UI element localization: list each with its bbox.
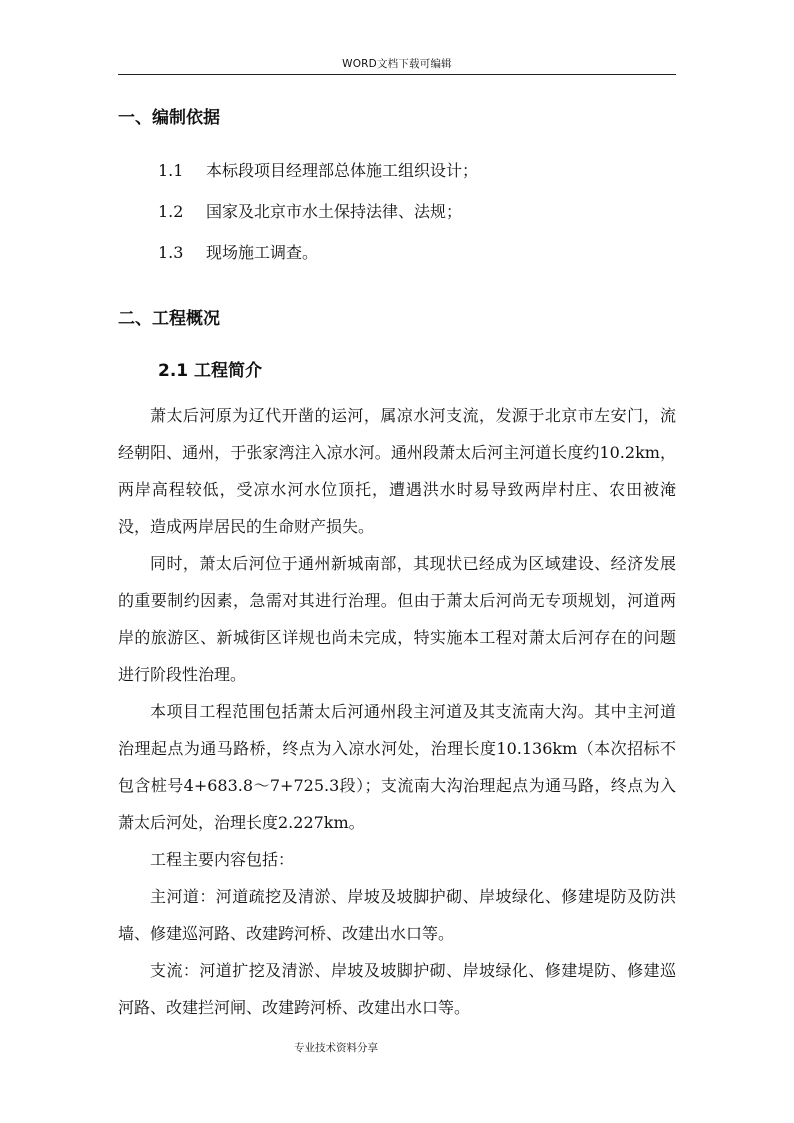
list-item-number: 1.3 — [158, 243, 184, 262]
list-item-text: 国家及北京市水土保持法律、法规； — [206, 202, 463, 221]
list-item-text: 现场施工调查。 — [206, 243, 319, 262]
section-heading-overview: 二、工程概况 — [118, 309, 220, 329]
header-text: WORD文档下载可编辑 — [342, 58, 452, 70]
document-body — [118, 106, 676, 1026]
paragraph: 萧太后河原为辽代开凿的运河，属凉水河支流，发源于北京市左安门，流经朝阳、通州，于张家湾注入凉水河。通州段萧太后河主河道长度约10.2km，两岸高程较低，受凉水河水位顶托，遭遇洪水时易导致两岸村庄、农田被淹没，造成两岸居民的生命财产损失。 — [118, 406, 676, 536]
paragraph: 工程主要内容包括： — [150, 850, 295, 869]
list-item — [158, 191, 676, 232]
subsection-heading: 2.1 工程简介 — [158, 361, 263, 381]
footer-text: 专业技术资料分享 — [294, 1042, 378, 1054]
list-item-number: 1.2 — [158, 202, 184, 221]
list-item-text: 本标段项目经理部总体施工组织设计； — [206, 161, 479, 180]
basis-list — [118, 150, 676, 273]
list-item — [158, 150, 676, 191]
list-item — [158, 232, 676, 273]
page-footer — [294, 1040, 378, 1056]
paragraph: 本项目工程范围包括萧太后河通州段主河道及其支流南大沟。其中主河道治理起点为通马路桥，终点为入凉水河处，治理长度10.136km（本次招标不包含桩号4+683.8～7+725.3段）；支流南大沟治理起点为通马路，终点为入萧太后河处，治理长度2.227km。 — [118, 702, 676, 832]
paragraph: 支流：河道扩挖及清淤、岸坡及坡脚护砌、岸坡绿化、修建堤防、修建巡河路、改建拦河闸、改建跨河桥、改建出水口等。 — [118, 961, 676, 1017]
paragraph: 同时，萧太后河位于通州新城南部，其现状已经成为区域建设、经济发展的重要制约因素，急需对其进行治理。但由于萧太后河尚无专项规划，河道两岸的旅游区、新城街区详规也尚未完成，特实施本工程对萧太后河存在的问题进行阶段性治理。 — [118, 554, 676, 684]
list-item-number: 1.1 — [158, 161, 184, 180]
page-header — [118, 54, 676, 75]
section-heading-basis: 一、编制依据 — [118, 108, 220, 128]
paragraph: 主河道：河道疏挖及清淤、岸坡及坡脚护砌、岸坡绿化、修建堤防及防洪墙、修建巡河路、改建跨河桥、改建出水口等。 — [118, 887, 676, 943]
